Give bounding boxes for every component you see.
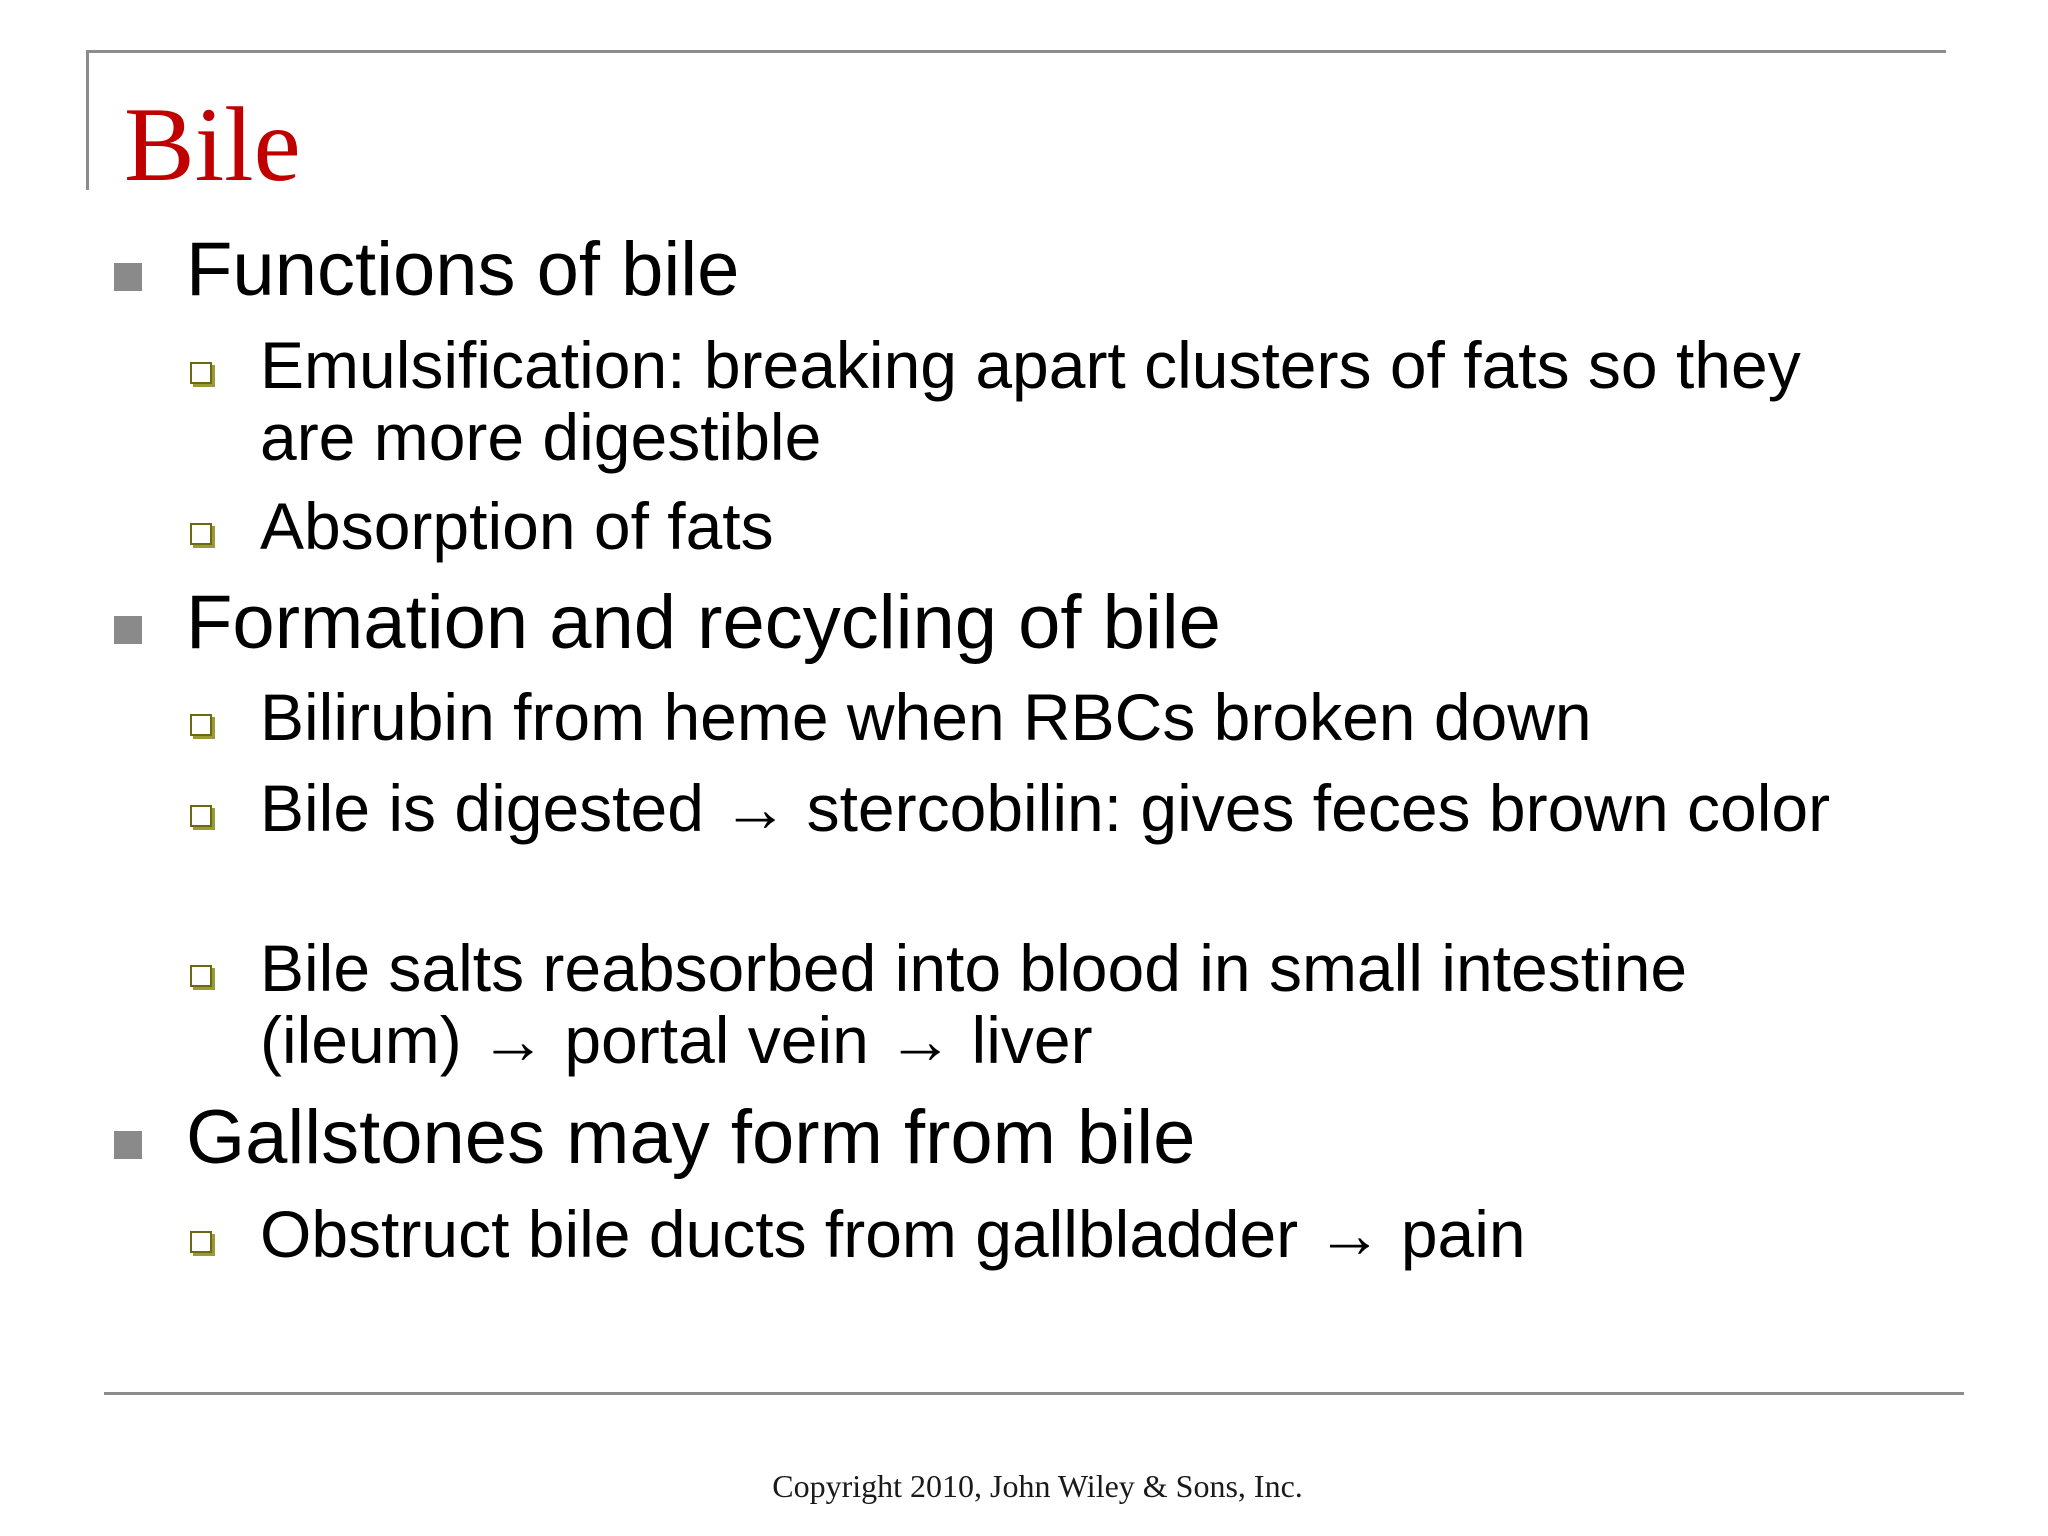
bullet-square-icon xyxy=(114,616,142,644)
bullet-gallstones: Gallstones may form from bile xyxy=(186,1095,1196,1180)
bullet-square-icon xyxy=(114,1131,142,1159)
copyright-footer: Copyright 2010, John Wiley & Sons, Inc. xyxy=(772,1468,1303,1504)
subitem-bilirubin: Bilirubin from heme when RBCs broken down xyxy=(260,680,1592,754)
subitem-bile-salts: Bile salts reabsorbed into blood in small intestine (ileum) → portal vein → liver xyxy=(260,931,1688,1077)
subitem-emulsification: Emulsification: breaking apart clusters of fats so they are more digestible xyxy=(260,328,1801,474)
subbullet-box-icon xyxy=(190,362,212,384)
bullet-formation-recycling: Formation and recycling of bile xyxy=(186,580,1221,665)
subbullet-box-icon xyxy=(190,1231,212,1253)
subitem-absorption: Absorption of fats xyxy=(260,489,774,563)
subitem-obstruct: Obstruct bile ducts from gallbladder → pain xyxy=(260,1197,1526,1271)
slide-title: Bile xyxy=(124,86,301,203)
bullet-square-icon xyxy=(114,263,142,291)
subbullet-box-icon xyxy=(190,805,212,827)
subbullet-box-icon xyxy=(190,523,212,545)
subbullet-box-icon xyxy=(190,714,212,736)
bullet-functions-of-bile: Functions of bile xyxy=(186,227,740,312)
subbullet-box-icon xyxy=(190,965,212,987)
bottom-rule xyxy=(104,1392,1964,1395)
subitem-stercobilin: Bile is digested → stercobilin: gives feces brown color xyxy=(260,771,1831,845)
